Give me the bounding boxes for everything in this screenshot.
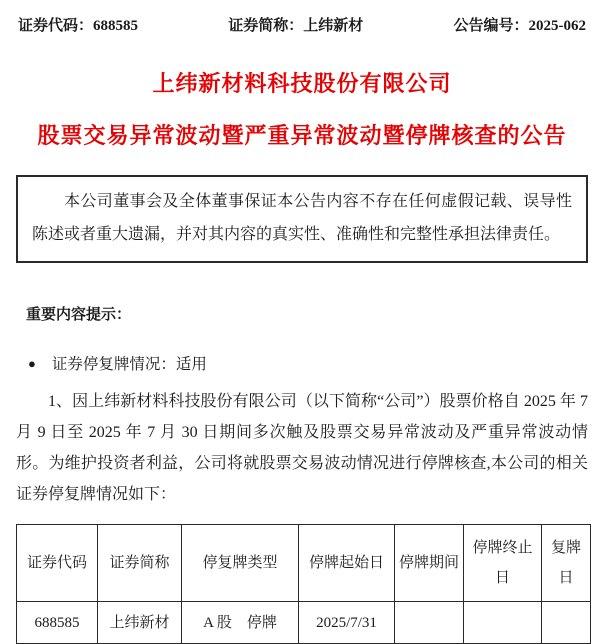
stock-name-label: 证券简称： [228, 18, 304, 34]
header-stock-code: 证券代码 [17, 525, 98, 602]
cell-stock-code: 688585 [17, 602, 98, 644]
announcement-title: 股票交易异常波动暨严重异常波动暨停牌核查的公告 [37, 123, 567, 148]
header-stock-name: 证券简称 [98, 525, 182, 602]
header-suspension-end-date: 停牌终止日 [464, 525, 542, 602]
important-notice-heading: 重要内容提示： [26, 307, 132, 323]
header-suspension-type: 停复牌类型 [182, 525, 299, 602]
stock-code-label: 证券代码： [18, 18, 94, 34]
bullet-icon: ● [28, 355, 36, 371]
meta-header [16, 12, 588, 35]
cell-resume-date [542, 602, 591, 644]
announcement-number [453, 14, 586, 35]
stock-name-value: 上纬新材 [303, 18, 364, 34]
suspension-status-text: 证券停复牌情况：适用 [51, 356, 207, 373]
stock-code-value: 688585 [93, 18, 139, 34]
suspension-status-bullet [28, 352, 588, 374]
cell-suspension-type: A 股 停牌 [182, 602, 299, 644]
cell-suspension-period [395, 602, 464, 644]
cell-stock-name: 上纬新材 [98, 602, 182, 644]
body-paragraph: 1、因上纬新材料科技股份有限公司（以下简称“公司”）股票价格自 2025 年 7 月 9 日至 2025 年 7 月 30 日期间多次触及股票交易异常波动及严重异常波动情形。为维护投资者利益，公司将就股票交易波动情况进行停牌核查,本公司的相关证券停复牌情况如下： [16, 393, 588, 503]
cell-suspension-start-date: 2025/7/31 [299, 602, 395, 644]
announcement-number-label: 公告编号： [453, 18, 529, 34]
stock-name [228, 14, 363, 35]
header-resume-date: 复牌日 [542, 525, 591, 602]
stock-code [18, 14, 138, 35]
table-header-row [17, 525, 591, 602]
announcement-number-value: 2025-062 [528, 18, 586, 34]
suspension-table [16, 524, 591, 644]
board-declaration-box [16, 175, 588, 263]
header-suspension-period: 停牌期间 [395, 525, 464, 602]
header-suspension-start-date: 停牌起始日 [299, 525, 395, 602]
board-declaration-text: 本公司董事会及全体董事保证本公告内容不存在任何虚假记载、误导性陈述或者重大遗漏，并对其内容的真实性、准确性和完整性承担法律责任。 [32, 193, 572, 243]
table-row [17, 602, 591, 644]
cell-suspension-end-date [464, 602, 542, 644]
company-title: 上纬新材料科技股份有限公司 [152, 71, 452, 96]
